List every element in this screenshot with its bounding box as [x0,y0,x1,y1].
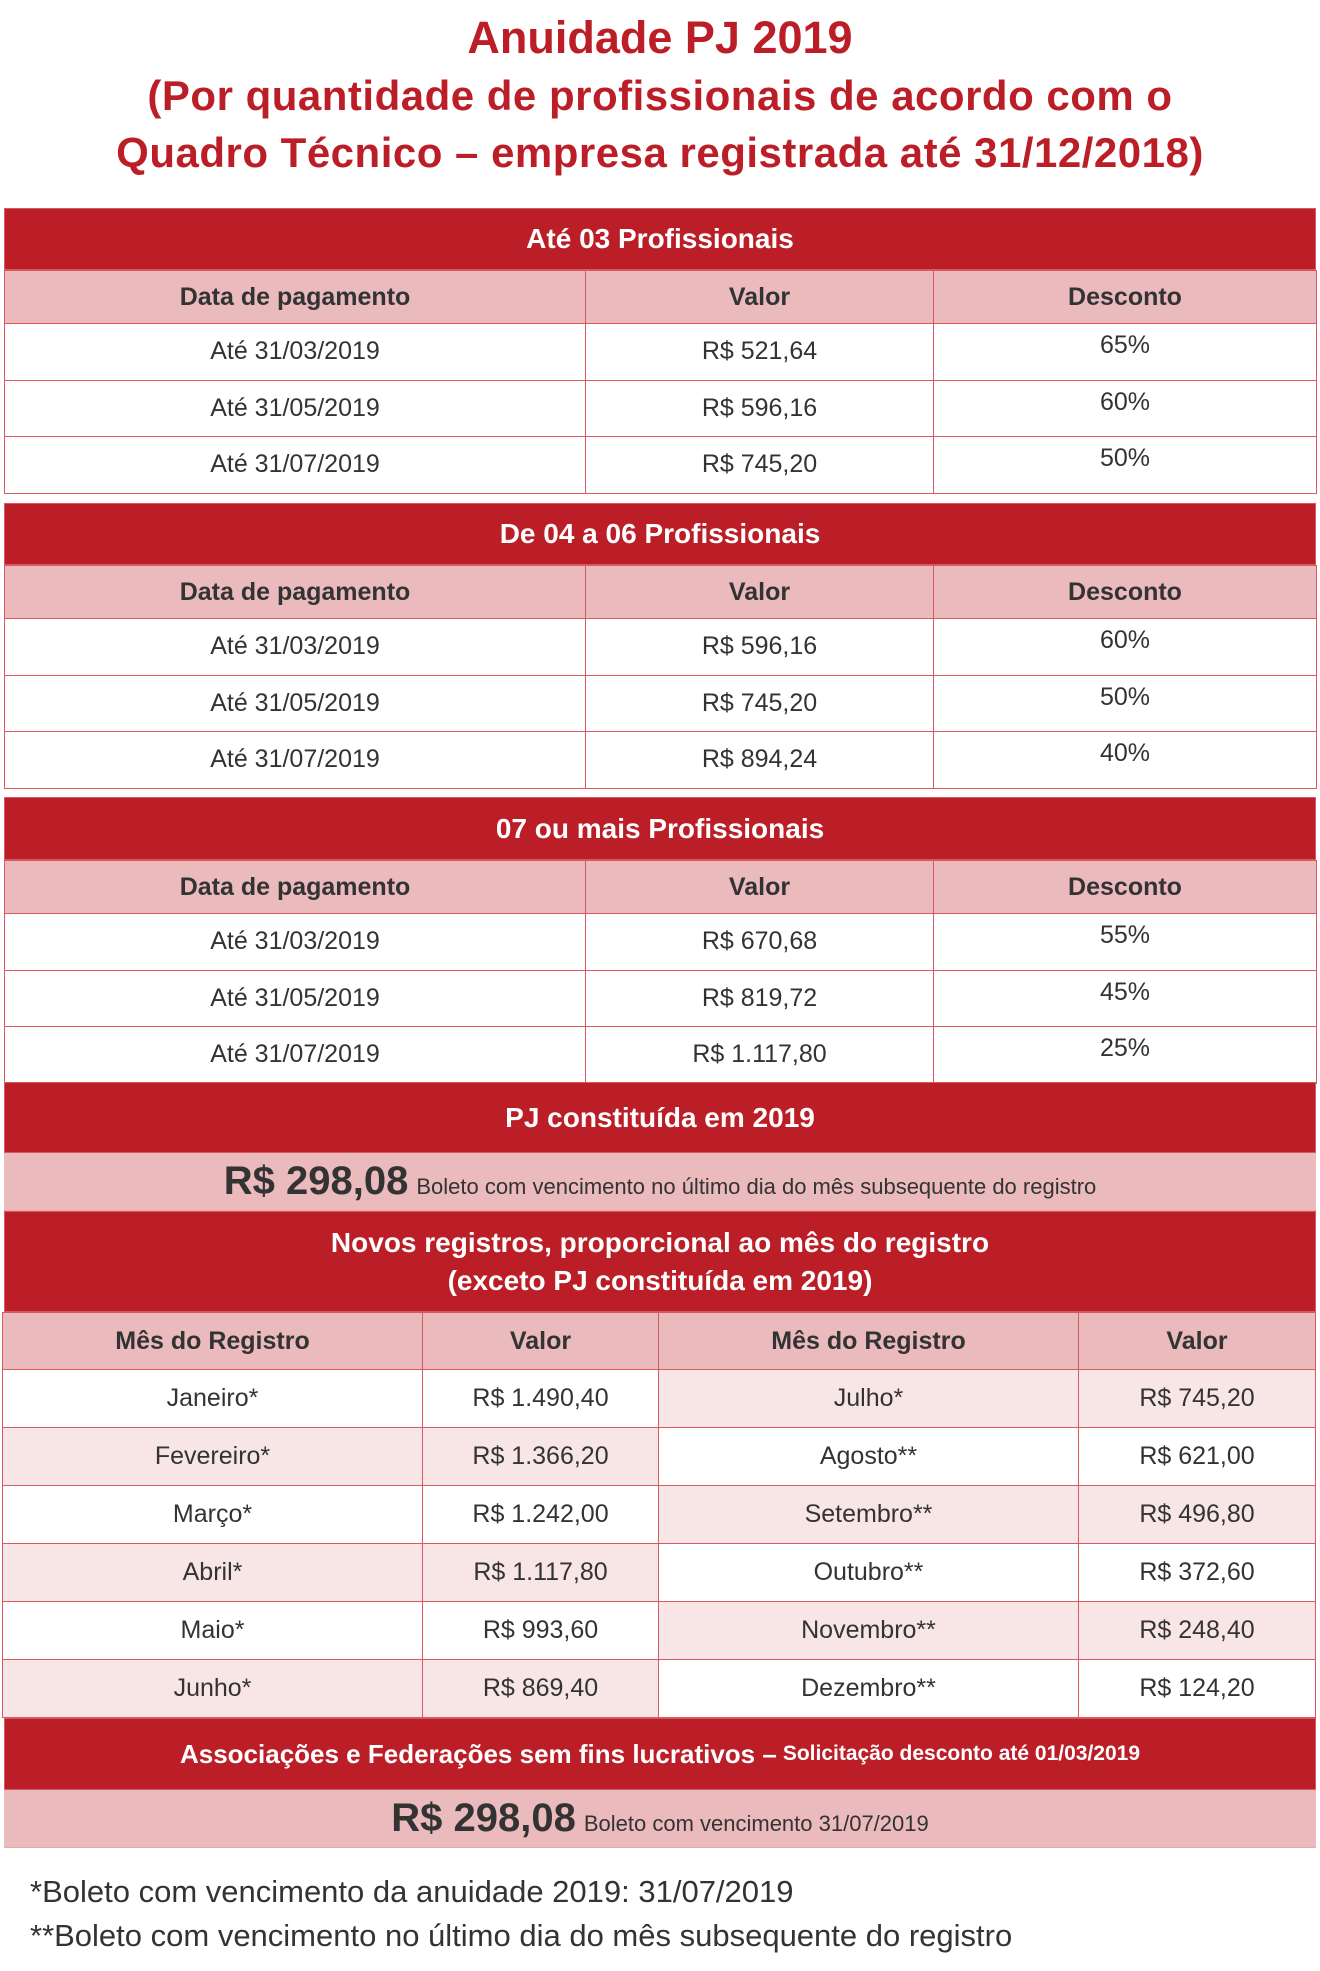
month-name: Setembro** [659,1486,1079,1544]
month-name: Julho* [659,1370,1079,1428]
payment-date: Até 31/05/2019 [5,380,586,437]
month-name: Novembro** [659,1602,1079,1660]
column-header-value: Valor [586,861,934,914]
table-row [5,675,1317,732]
tier-1-table [4,270,1317,494]
month-value: R$ 1.366,20 [423,1428,659,1486]
table-header-row [5,861,1317,914]
table-row [5,619,1317,676]
pj-2019-price-band [4,1153,1316,1211]
tier-1-title: Até 03 Profissionais [526,223,794,254]
month-name: Abril* [3,1544,423,1602]
column-header-month-b: Mês do Registro [659,1313,1079,1370]
table-row [5,380,1317,437]
column-header-discount: Desconto [934,271,1317,324]
payment-date: Até 31/05/2019 [5,970,586,1027]
associacoes-price-band [4,1790,1316,1848]
column-header-value: Valor [586,566,934,619]
month-value: R$ 124,20 [1079,1660,1316,1718]
table-row [3,1602,1316,1660]
table-row [5,732,1317,789]
payment-date: Até 31/07/2019 [5,732,586,789]
table-row [5,1027,1317,1084]
table-header-row [5,566,1317,619]
month-value: R$ 1.242,00 [423,1486,659,1544]
discount: 50% [934,437,1317,494]
month-name: Maio* [3,1602,423,1660]
column-header-discount: Desconto [934,861,1317,914]
tier-2-table [4,565,1317,789]
novos-title-band [4,1211,1316,1312]
page-subtitle-line-2: Quadro Técnico – empresa registrada até 31/12/2018) [116,129,1204,176]
table-header-row [5,271,1317,324]
pj-2019-value: R$ 298,08 [223,1159,409,1203]
month-name: Dezembro** [659,1660,1079,1718]
month-value: R$ 745,20 [1079,1370,1316,1428]
month-value: R$ 869,40 [423,1660,659,1718]
table-row [5,324,1317,381]
payment-date: Até 31/07/2019 [5,437,586,494]
payment-value: R$ 894,24 [586,732,934,789]
table-row [3,1660,1316,1718]
payment-date: Até 31/07/2019 [5,1027,586,1084]
month-value: R$ 1.490,40 [423,1370,659,1428]
associacoes-deadline: Solicitação desconto até 01/03/2019 [782,1742,1141,1765]
table-row [5,437,1317,494]
footnote-double-asterisk: **Boleto com vencimento no último dia do mês subsequente do registro [30,1918,1013,1953]
payment-value: R$ 1.117,80 [586,1027,934,1084]
column-header-date: Data de pagamento [5,861,586,914]
payment-value: R$ 521,64 [586,324,934,381]
month-value: R$ 1.117,80 [423,1544,659,1602]
column-header-discount: Desconto [934,566,1317,619]
payment-value: R$ 745,20 [586,437,934,494]
column-header-value-b: Valor [1079,1313,1316,1370]
novos-months-table [2,1312,1316,1718]
tier-3-title: 07 ou mais Profissionais [495,812,825,844]
associacoes-value: R$ 298,08 [391,1796,576,1840]
payment-value: R$ 596,16 [586,380,934,437]
table-header-row [3,1313,1316,1370]
table-row [5,970,1317,1027]
page-title: Anuidade PJ 2019 [467,12,853,63]
column-header-value: Valor [586,271,934,324]
discount: 45% [934,970,1317,1027]
table-row [3,1370,1316,1428]
payment-value: R$ 745,20 [586,675,934,732]
table-row [3,1486,1316,1544]
pj-2019-title: PJ constituída em 2019 [505,1101,815,1133]
novos-title-line-1: Novos registros, proporcional ao mês do registro [330,1226,990,1258]
discount: 60% [934,380,1317,437]
month-value: R$ 993,60 [423,1602,659,1660]
footnote-single-asterisk: *Boleto com vencimento da anuidade 2019: 31/07/2019 [30,1874,794,1909]
discount: 60% [934,619,1317,676]
tier-3-title-band [4,797,1316,860]
payment-date: Até 31/05/2019 [5,675,586,732]
discount: 55% [934,914,1317,971]
associacoes-title: Associações e Federações sem fins lucrativos – [179,1738,777,1769]
pj-2019-note: Boleto com vencimento no último dia do mês subsequente do registro [416,1174,1097,1199]
tier-2-title: De 04 a 06 Profissionais [499,518,821,549]
month-name: Janeiro* [3,1370,423,1428]
column-header-value-a: Valor [423,1313,659,1370]
tier-1-title-band [4,208,1316,270]
payment-date: Até 31/03/2019 [5,619,586,676]
associacoes-title-band [4,1718,1316,1790]
payment-value: R$ 670,68 [586,914,934,971]
discount: 25% [934,1027,1317,1084]
payment-date: Até 31/03/2019 [5,324,586,381]
novos-title-line-2: (exceto PJ constituída em 2019) [447,1264,873,1296]
column-header-date: Data de pagamento [5,271,586,324]
table-row [5,914,1317,971]
month-value: R$ 496,80 [1079,1486,1316,1544]
month-name: Agosto** [659,1428,1079,1486]
discount: 40% [934,732,1317,789]
page-subtitle-line-1: (Por quantidade de profissionais de acordo com o [147,72,1173,119]
payment-value: R$ 596,16 [586,619,934,676]
associacoes-note: Boleto com vencimento 31/07/2019 [583,1811,929,1836]
month-name: Fevereiro* [3,1428,423,1486]
month-name: Junho* [3,1660,423,1718]
month-value: R$ 372,60 [1079,1544,1316,1602]
month-value: R$ 248,40 [1079,1602,1316,1660]
month-name: Outubro** [659,1544,1079,1602]
payment-value: R$ 819,72 [586,970,934,1027]
table-row [3,1544,1316,1602]
tier-2-title-band [4,503,1316,565]
month-name: Março* [3,1486,423,1544]
column-header-month-a: Mês do Registro [3,1313,423,1370]
column-header-date: Data de pagamento [5,566,586,619]
tier-3-table [4,860,1317,1084]
payment-date: Até 31/03/2019 [5,914,586,971]
table-row [3,1428,1316,1486]
month-value: R$ 621,00 [1079,1428,1316,1486]
discount: 50% [934,675,1317,732]
pj-2019-title-band [4,1082,1316,1153]
discount: 65% [934,324,1317,381]
